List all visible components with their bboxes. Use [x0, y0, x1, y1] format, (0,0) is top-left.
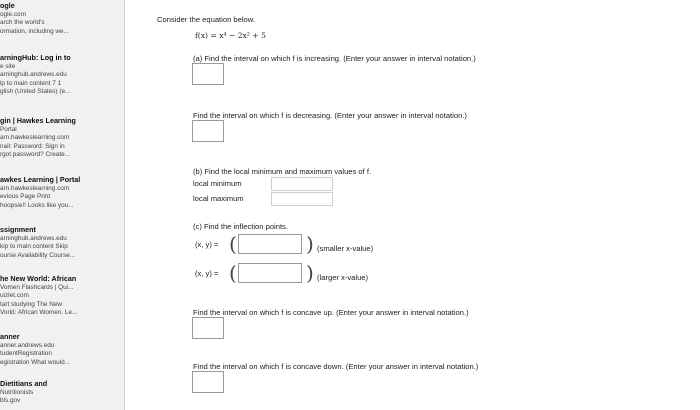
part-a-increasing-prompt: (a) Find the interval on which f is increasing. (Enter your answer in interval notation.)	[193, 54, 476, 63]
search-result-title[interactable]: ssignment	[0, 225, 36, 234]
search-result[interactable]	[0, 117, 124, 160]
search-result-snippet: nail: Password: Sign in	[0, 142, 65, 150]
search-result-snippet: ip to main content 7 1	[0, 79, 62, 87]
search-result[interactable]	[0, 54, 124, 97]
part-a-decreasing-prompt: Find the interval on which f is decreasing. (Enter your answer in interval notation.)	[193, 111, 467, 120]
search-result-title[interactable]: arningHub: Log in to	[0, 53, 71, 62]
search-result-snippet: tart studying The New	[0, 300, 63, 308]
inflection-1-label: (x, y) =	[195, 240, 219, 249]
search-result-snippet: rgot password? Create...	[0, 151, 70, 158]
search-result[interactable]	[0, 333, 124, 367]
part-c-prompt: (c) Find the inflection points.	[193, 222, 288, 231]
search-result-title[interactable]: he New World: African	[0, 274, 77, 283]
search-result-snippet: bls.gov	[0, 397, 21, 404]
concave-down-input[interactable]	[192, 371, 224, 393]
search-result-snippet: arninghub.andrews.edu	[0, 234, 67, 242]
inflection-1-close-paren: )	[306, 232, 314, 256]
search-result-snippet: anner.andrews.edu	[0, 341, 55, 349]
question-intro: Consider the equation below.	[157, 15, 255, 24]
search-result-snippet: evious Page Print	[0, 193, 51, 200]
increasing-interval-input[interactable]	[192, 63, 224, 85]
local-maximum-label: local maximum	[193, 194, 244, 203]
search-result-snippet: hoopsie!! Looks like you...	[0, 201, 74, 209]
decreasing-interval-input[interactable]	[192, 120, 224, 142]
search-result-snippet: egistration What would...	[0, 358, 70, 366]
search-result-snippet: Vorld: African Women. Le...	[0, 309, 78, 316]
search-result-title[interactable]: gin | Hawkes Learning	[0, 116, 76, 125]
search-result-snippet: ogle.com	[0, 10, 26, 18]
question-panel	[125, 0, 700, 410]
local-minimum-input[interactable]	[271, 177, 333, 191]
search-result-title[interactable]: ogle	[0, 1, 15, 10]
inflection-point-larger-input[interactable]	[238, 263, 302, 283]
local-minimum-label: local minimum	[193, 179, 242, 188]
search-result-snippet: Nutritionists	[0, 388, 34, 396]
search-result-snippet: ourse Availability Course...	[0, 251, 76, 259]
search-result-snippet: arn.hawkeslearning.com	[0, 184, 70, 192]
smaller-x-label: (smaller x-value)	[317, 244, 374, 253]
inflection-point-smaller-input[interactable]	[238, 234, 302, 254]
inflection-2-close-paren: )	[306, 261, 314, 285]
larger-x-label: (larger x-value)	[317, 273, 369, 282]
search-result-snippet: arn.hawkeslearning.com	[0, 134, 70, 141]
concave-up-input[interactable]	[192, 317, 224, 339]
local-maximum-input[interactable]	[271, 192, 333, 206]
inflection-2-open-paren: (	[229, 261, 237, 285]
search-result-snippet: tudentRegistration	[0, 350, 52, 357]
search-result-title[interactable]: anner	[0, 332, 20, 341]
equation: f(x) = x⁴ − 2x² + 5	[195, 31, 266, 40]
search-result[interactable]	[0, 176, 124, 210]
part-b-prompt: (b) Find the local minimum and maximum values of f.	[193, 167, 372, 176]
inflection-1-open-paren: (	[229, 232, 237, 256]
search-result-snippet: uizlet.com	[0, 292, 29, 299]
search-result-snippet: ormation, including we...	[0, 27, 69, 35]
search-result[interactable]	[0, 275, 124, 318]
concave-up-prompt: Find the interval on which f is concave up. (Enter your answer in interval notation.)	[193, 308, 469, 317]
search-result-snippet: arch the world's	[0, 19, 45, 26]
search-result-snippet: e site	[0, 62, 16, 70]
search-result-title[interactable]: awkes Learning | Portal	[0, 175, 81, 184]
search-result-title[interactable]: Dietitians and	[0, 379, 48, 388]
search-result[interactable]	[0, 226, 124, 260]
search-results-sidebar	[0, 0, 125, 410]
search-result[interactable]	[0, 2, 124, 36]
search-result-snippet: Vomen Flashcards | Qui...	[0, 283, 74, 291]
search-result-snippet: glish (United States) (e...	[0, 88, 71, 95]
concave-down-prompt: Find the interval on which f is concave down. (Enter your answer in interval notation.)	[193, 362, 479, 371]
inflection-2-label: (x, y) =	[195, 269, 219, 278]
search-result[interactable]	[0, 380, 124, 406]
search-result-snippet: kip to main content Skip	[0, 243, 68, 250]
search-result-snippet: Portal	[0, 125, 17, 133]
search-result-snippet: arninghub.andrews.edu	[0, 71, 67, 78]
